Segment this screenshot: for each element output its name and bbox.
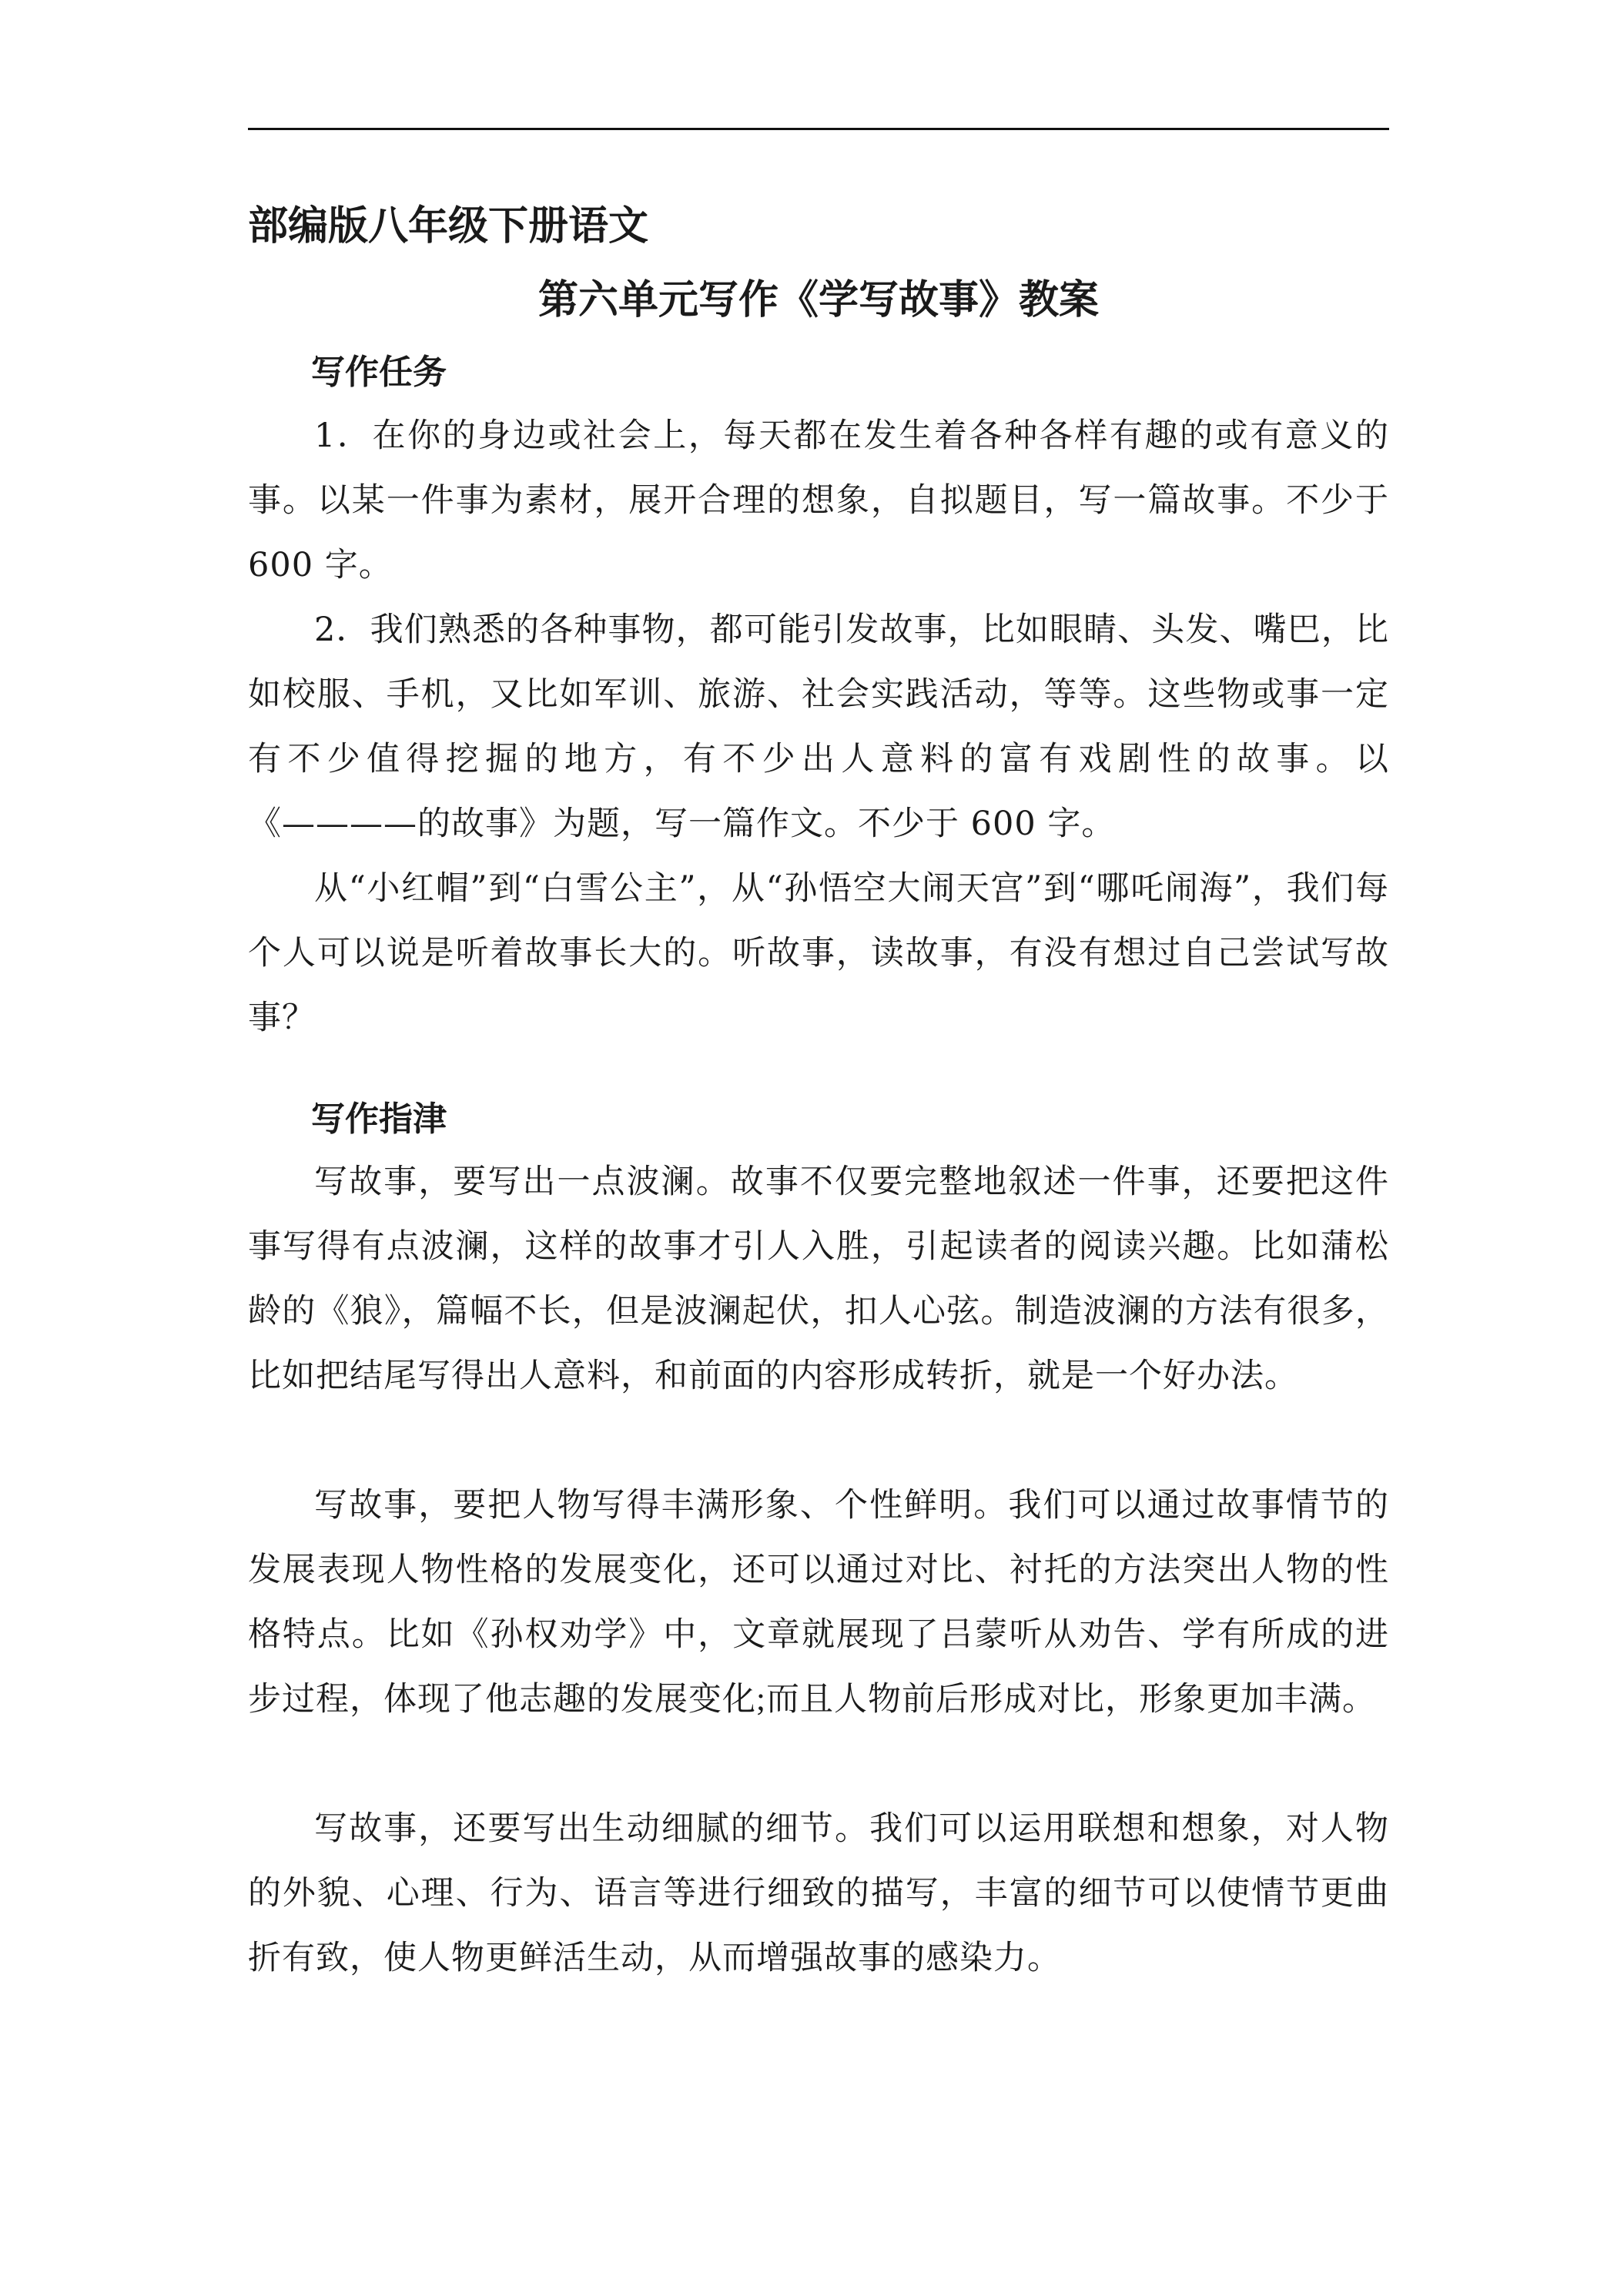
document-subtitle: 第六单元写作《学写故事》教案 (537, 276, 1099, 323)
guide-paragraph-2: 写故事，要把人物写得丰满形象、个性鲜明。我们可以通过故事情节的发展表现人物性格的发展变化，还可以通过对比、衬托的方法突出人物的性格特点。比如《孙权劝学》中，文章就展现了吕蒙听从劝告、学有所成的进步过程，体现了他志趣的发展变化;而且人物前后形成对比，形象更加丰满。 (248, 1488, 1389, 1718)
task-item-1: 1．在你的身边或社会上，每天都在发生着各种各样有趣的或有意义的事。以某一件事为素材，展开合理的想象，自拟题目，写一篇故事。不少于 600 字。 (248, 417, 1389, 584)
guide-heading: 写作指津 (311, 1099, 447, 1139)
guide-paragraph-3: 写故事，还要写出生动细腻的细节。我们可以运用联想和想象，对人物的外貌、心理、行为、语言等进行细致的描写，丰富的细节可以使情节更曲折有致，使人物更鲜活生动，从而增强故事的感染力。 (248, 1811, 1389, 1976)
document-title: 部编版八年级下册语文 (248, 202, 649, 249)
guide-paragraph-1: 写故事，要写出一点波澜。故事不仅要完整地叙述一件事，还要把这件事写得有点波澜，这样的故事才引人入胜，引起读者的阅读兴趣。比如蒲松龄的《狼》，篇幅不长，但是波澜起伏，扣人心弦。制造波澜的方法有很多，比如把结尾写得出人意料，和前面的内容形成转折，就是一个好办法。 (248, 1164, 1389, 1394)
header-rule (248, 128, 1389, 130)
task-intro: 从“小红帽”到“白雪公主”，从“孙悟空大闹天宫”到“哪吒闹海”，我们每个人可以说是听着故事长大的。听故事，读故事，有没有想过自己尝试写故事？ (248, 869, 1389, 1037)
task-item-2: 2．我们熟悉的各种事物，都可能引发故事，比如眼睛、头发、嘴巴，比如校服、手机，又比如军训、旅游、社会实践活动，等等。这些物或事一定有不少值得挖掘的地方，有不少出人意料的富有戏剧性的故事。以《————的故事》为题，写一篇作文。不少于 600 字。 (248, 611, 1389, 843)
task-heading: 写作任务 (311, 353, 447, 392)
